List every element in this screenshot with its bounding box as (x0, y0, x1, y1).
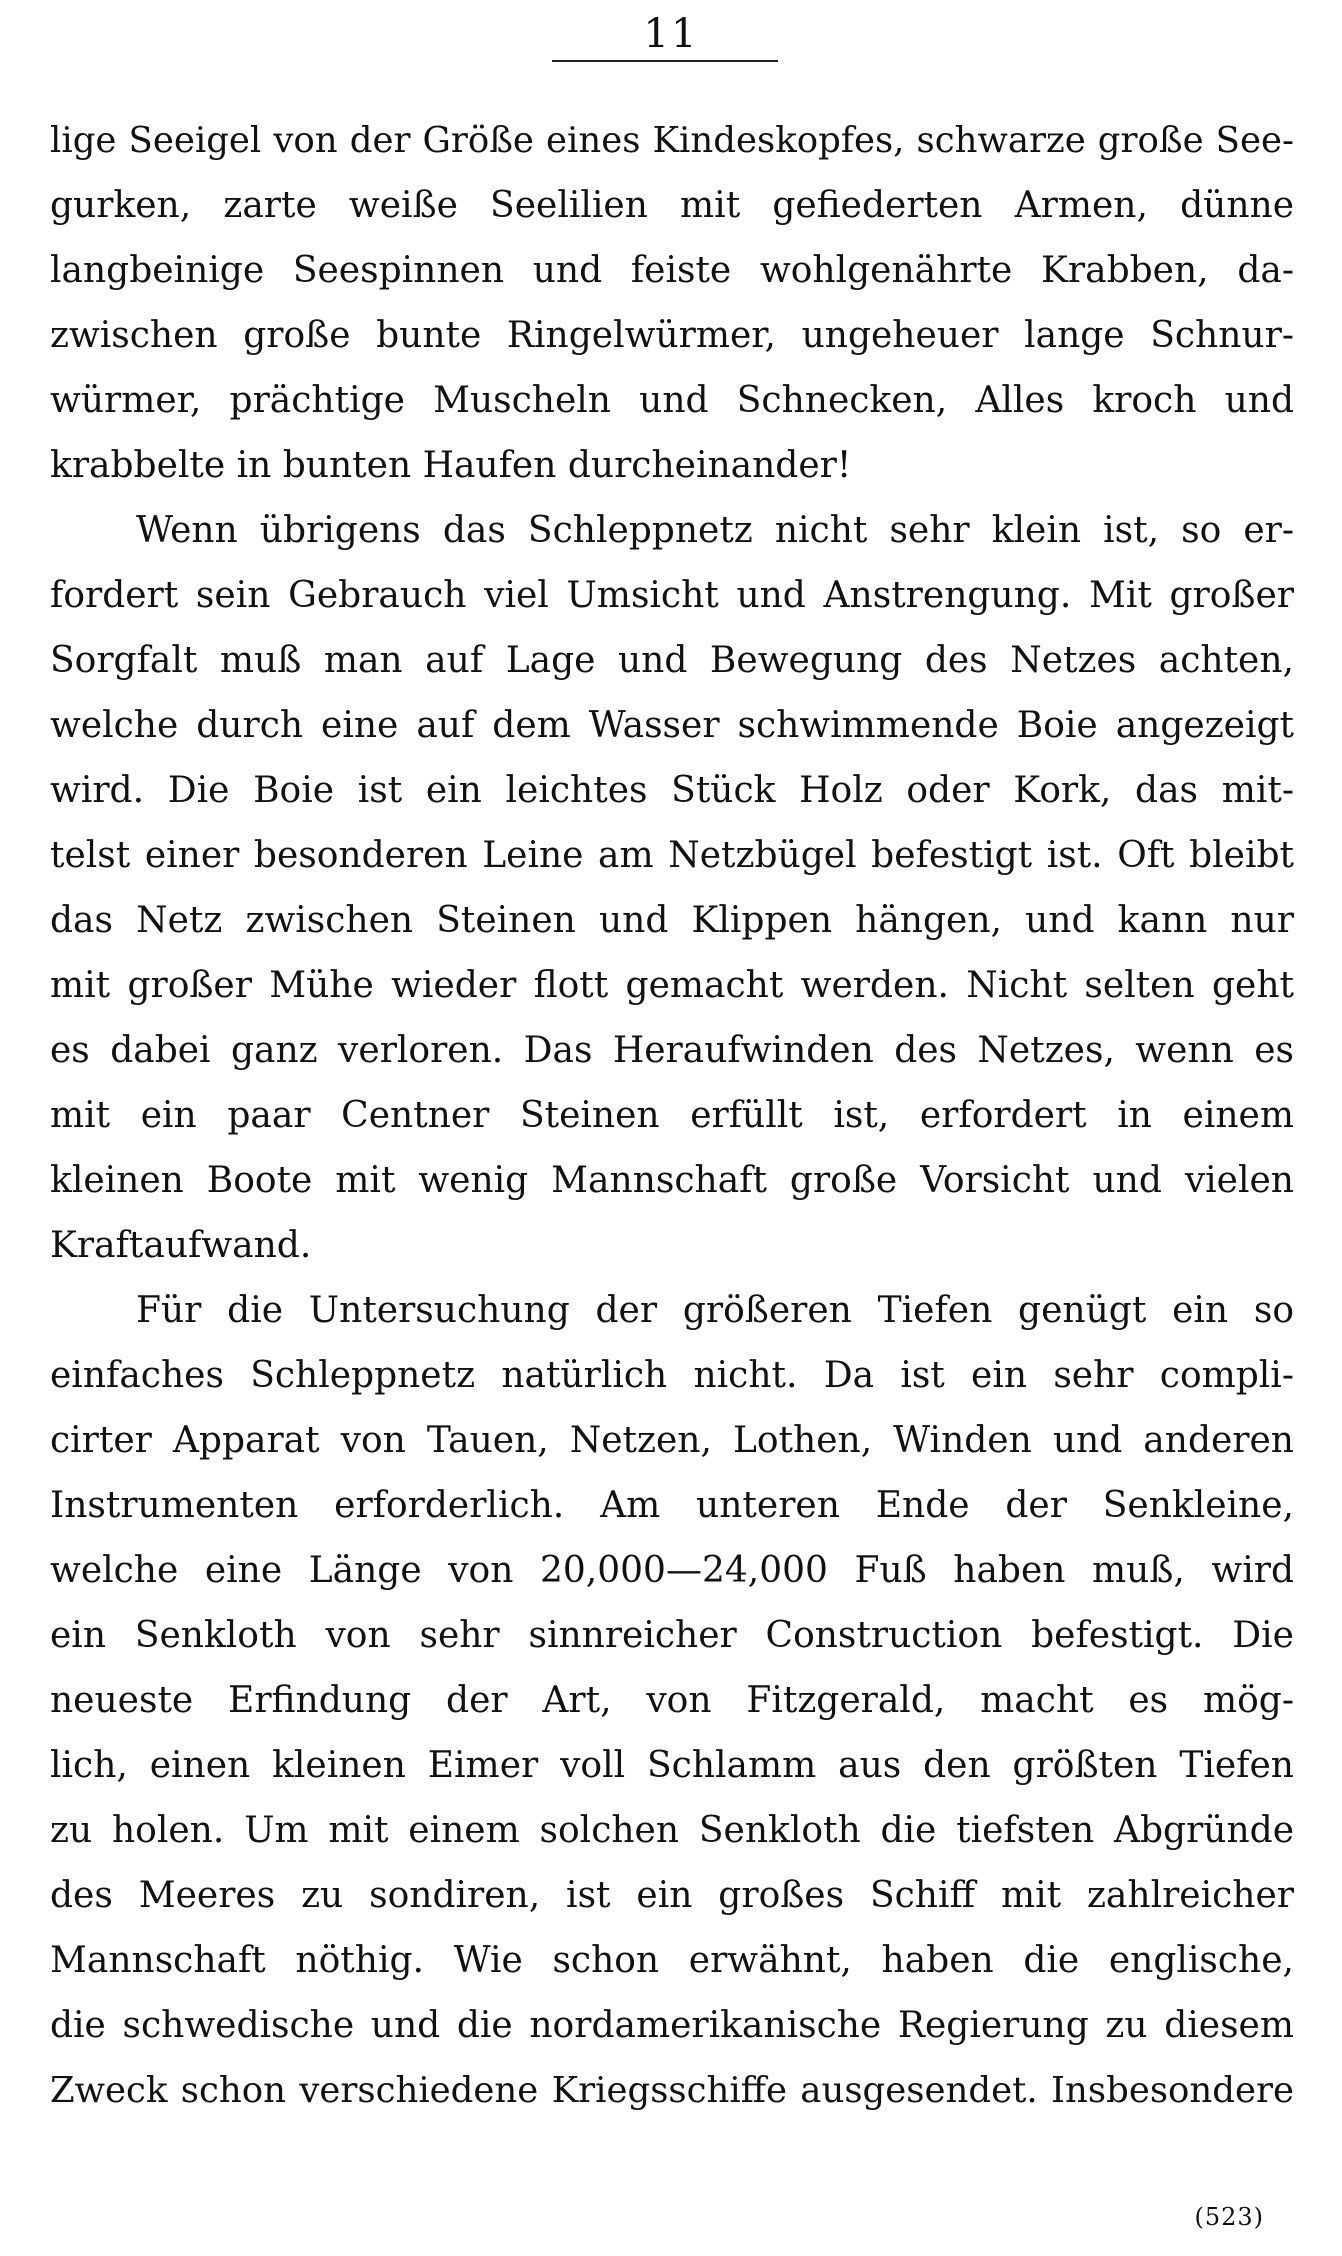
text-line: Wenn übrigens das Schleppnetz nicht sehr klein ist, so er- (136, 510, 1294, 551)
text-line: zu holen. Um mit einem solchen Senkloth die tiefsten Abgründe (50, 1810, 1294, 1851)
printer-signature: (523) (1194, 2203, 1264, 2231)
page-number: 11 (643, 11, 699, 57)
header-rule (552, 60, 778, 62)
text-line: Für die Untersuchung der größeren Tiefen genügt ein so (136, 1290, 1294, 1331)
text-line: lich, einen kleinen Eimer voll Schlamm aus den größten Tiefen (50, 1745, 1294, 1786)
text-line: neueste Erfindung der Art, von Fitzgerald, macht es mög- (50, 1680, 1294, 1721)
text-line: mit ein paar Centner Steinen erfüllt ist, erfordert in einem (50, 1095, 1294, 1136)
text-line: lige Seeigel von der Größe eines Kindeskopfes, schwarze große See- (50, 120, 1294, 161)
text-line: die schwedische und die nordamerikanische Regierung zu diesem (50, 2005, 1294, 2046)
text-line: zwischen große bunte Ringelwürmer, ungeheuer lange Schnur- (50, 315, 1294, 356)
body-text (50, 108, 1294, 2123)
text-line: kleinen Boote mit wenig Mannschaft große Vorsicht und vielen (50, 1160, 1294, 1201)
text-line: wird. Die Boie ist ein leichtes Stück Holz oder Kork, das mit- (50, 770, 1294, 811)
paragraph (50, 108, 1294, 498)
paragraph (50, 1278, 1294, 2123)
text-line: würmer, prächtige Muscheln und Schnecken, Alles kroch und (50, 380, 1294, 421)
text-line: ein Senkloth von sehr sinnreicher Construction befestigt. Die (50, 1615, 1294, 1656)
text-line: cirter Apparat von Tauen, Netzen, Lothen, Winden und anderen (50, 1420, 1294, 1461)
text-line: gurken, zarte weiße Seelilien mit gefiederten Armen, dünne (50, 185, 1294, 226)
text-line: Mannschaft nöthig. Wie schon erwähnt, haben die englische, (50, 1940, 1294, 1981)
text-line: telst einer besonderen Leine am Netzbügel befestigt ist. Oft bleibt (50, 835, 1294, 876)
text-line: welche durch eine auf dem Wasser schwimmende Boie angezeigt (50, 705, 1294, 746)
text-line: fordert sein Gebrauch viel Umsicht und Anstrengung. Mit großer (50, 575, 1294, 616)
text-line: welche eine Länge von 20,000—24,000 Fuß haben muß, wird (50, 1550, 1294, 1591)
text-line: das Netz zwischen Steinen und Klippen hängen, und kann nur (50, 900, 1294, 941)
text-line: einfaches Schleppnetz natürlich nicht. Da ist ein sehr compli- (50, 1355, 1294, 1396)
text-line: mit großer Mühe wieder flott gemacht werden. Nicht selten geht (50, 965, 1294, 1006)
text-line: Zweck schon verschiedene Kriegsschiffe ausgesendet. Insbesondere (50, 2070, 1294, 2111)
text-line: es dabei ganz verloren. Das Heraufwinden des Netzes, wenn es (50, 1030, 1294, 1071)
text-line: langbeinige Seespinnen und feiste wohlgenährte Krabben, da- (50, 250, 1294, 291)
text-line: Sorgfalt muß man auf Lage und Bewegung des Netzes achten, (50, 640, 1294, 681)
paragraph (50, 498, 1294, 1278)
text-line: krabbelte in bunten Haufen durcheinander! (50, 445, 852, 486)
text-line: Instrumenten erforderlich. Am unteren Ende der Senkleine, (50, 1485, 1294, 1526)
text-line: Kraftaufwand. (50, 1225, 312, 1266)
text-line: des Meeres zu sondiren, ist ein großes Schiff mit zahlreicher (50, 1875, 1294, 1916)
